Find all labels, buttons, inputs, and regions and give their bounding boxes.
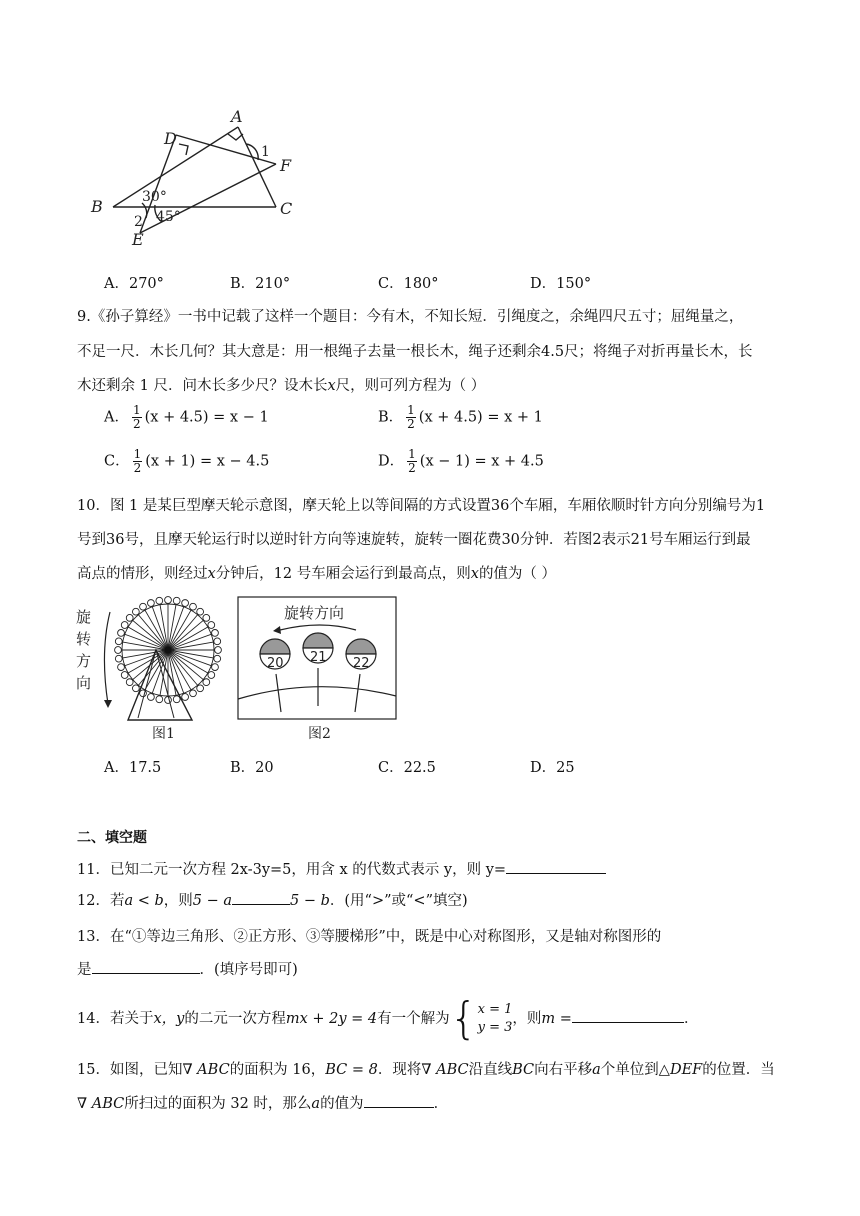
q8-option-a: A．270°	[104, 276, 164, 292]
q14-line: 14．若关于x，y的二元一次方程mx + 2y = 4有一个解为{ x = 1 y = 3 ，则m = ．	[77, 993, 699, 1044]
q15-answer-blank	[364, 1093, 434, 1108]
q15-line-2: ∇ ABC所扫过的面积为 32 时，那么a的值为 ．	[77, 1092, 448, 1113]
label-c: C	[280, 199, 293, 218]
q10-line-2: 号到36号，且摩天轮运行时以逆时针方向等速旋转，旋转一圈花费30分钟．若图2表示21号车厢运行到最	[77, 532, 751, 548]
fig2-caption: 图2	[308, 726, 331, 742]
q12-answer-blank	[232, 890, 290, 905]
label-angle-2: 2	[134, 214, 143, 230]
fig1-side-label-3: 方	[76, 652, 92, 670]
ferris-wheel-figure	[70, 592, 230, 742]
fig2-top-car-figure	[236, 596, 400, 744]
q9-line-2: 不足一尺．木长几何？其大意是：用一根绳子去量一根长木，绳子还剩余4.5尺；将绳子对折再量长木，长	[77, 344, 753, 360]
q8-option-b: B．210°	[230, 276, 291, 292]
label-angle-45: 45°	[156, 209, 181, 225]
label-angle-1: 1	[261, 144, 270, 160]
label-a: A	[231, 108, 243, 126]
q11-answer-blank	[506, 859, 606, 874]
q13-line-2: 是 ．(填序号即可)	[77, 958, 298, 979]
q9-option-b: B． $\frac{1}{2}$ (x + 4.5) = x + 1	[378, 403, 543, 431]
q10-option-b: B．20	[230, 760, 274, 776]
q15-line-1: 15．如图，已知∇ ABC的面积为 16，BC = 8．现将∇ ABC沿直线BC向右平移a个单位到△DEF的位置．当	[77, 1062, 775, 1078]
q9-line-1: 9.《孙子算经》一书中记载了这样一个题目：今有木，不知长短．引绳度之，余绳四尺五寸；屈绳量之，	[77, 309, 744, 325]
q9-option-d: D． $\frac{1}{2}$ (x − 1) = x + 4.5	[378, 447, 544, 475]
q11-line: 11．已知二元一次方程 2x-3y=5，用含 x 的代数式表示 y，则 y=	[77, 858, 606, 879]
triangle-figure	[80, 108, 320, 250]
fig1-side-label-2: 转	[76, 630, 92, 648]
q10-line-1: 10．图 1 是某巨型摩天轮示意图，摩天轮上以等间隔的方式设置36个车厢，车厢依顺时针方向分别编号为1	[77, 498, 766, 514]
q13-line-1: 13．在“①等边三角形、②正方形、③等腰梯形”中，既是中心对称图形，又是轴对称图形的	[77, 929, 662, 945]
label-d: D	[164, 129, 177, 148]
label-angle-30: 30°	[142, 189, 167, 205]
q9-line-3: 木还剩余 1 尺．问木长多少尺？设木长x尺，则可列方程为（ ）	[77, 378, 486, 394]
q9-option-a: A． $\frac{1}{2}$ (x + 4.5) = x − 1	[104, 403, 269, 431]
q10-line-3: 高点的情形，则经过x分钟后，12 号车厢会运行到最高点，则x的值为（ ）	[77, 566, 557, 582]
q8-option-d: D．150°	[530, 276, 592, 292]
fig2-title: 旋转方向	[284, 604, 345, 622]
label-e: E	[132, 230, 144, 249]
q10-option-a: A．17.5	[104, 760, 162, 776]
label-f: F	[280, 156, 292, 175]
q14-answer-blank	[572, 1008, 684, 1023]
fig2-car-20: 20	[267, 656, 284, 671]
q8-option-c: C．180°	[378, 276, 439, 292]
fig1-side-label-1: 旋	[76, 608, 92, 626]
fig1-caption: 图1	[152, 726, 175, 742]
fig2-car-21: 21	[310, 650, 327, 665]
q9-option-c: C． $\frac{1}{2}$ (x + 1) = x − 4.5	[104, 447, 270, 475]
fig1-side-label-4: 向	[76, 674, 92, 692]
q12-line: 12．若a < b，则5 − a 5 − b．(用“>”或“<”填空)	[77, 889, 468, 910]
label-b: B	[91, 197, 103, 216]
q10-option-d: D．25	[530, 760, 575, 776]
q13-answer-blank	[92, 959, 200, 974]
section-heading: 二、填空题	[77, 830, 147, 846]
fig2-car-22: 22	[353, 656, 370, 671]
q10-option-c: C．22.5	[378, 760, 436, 776]
